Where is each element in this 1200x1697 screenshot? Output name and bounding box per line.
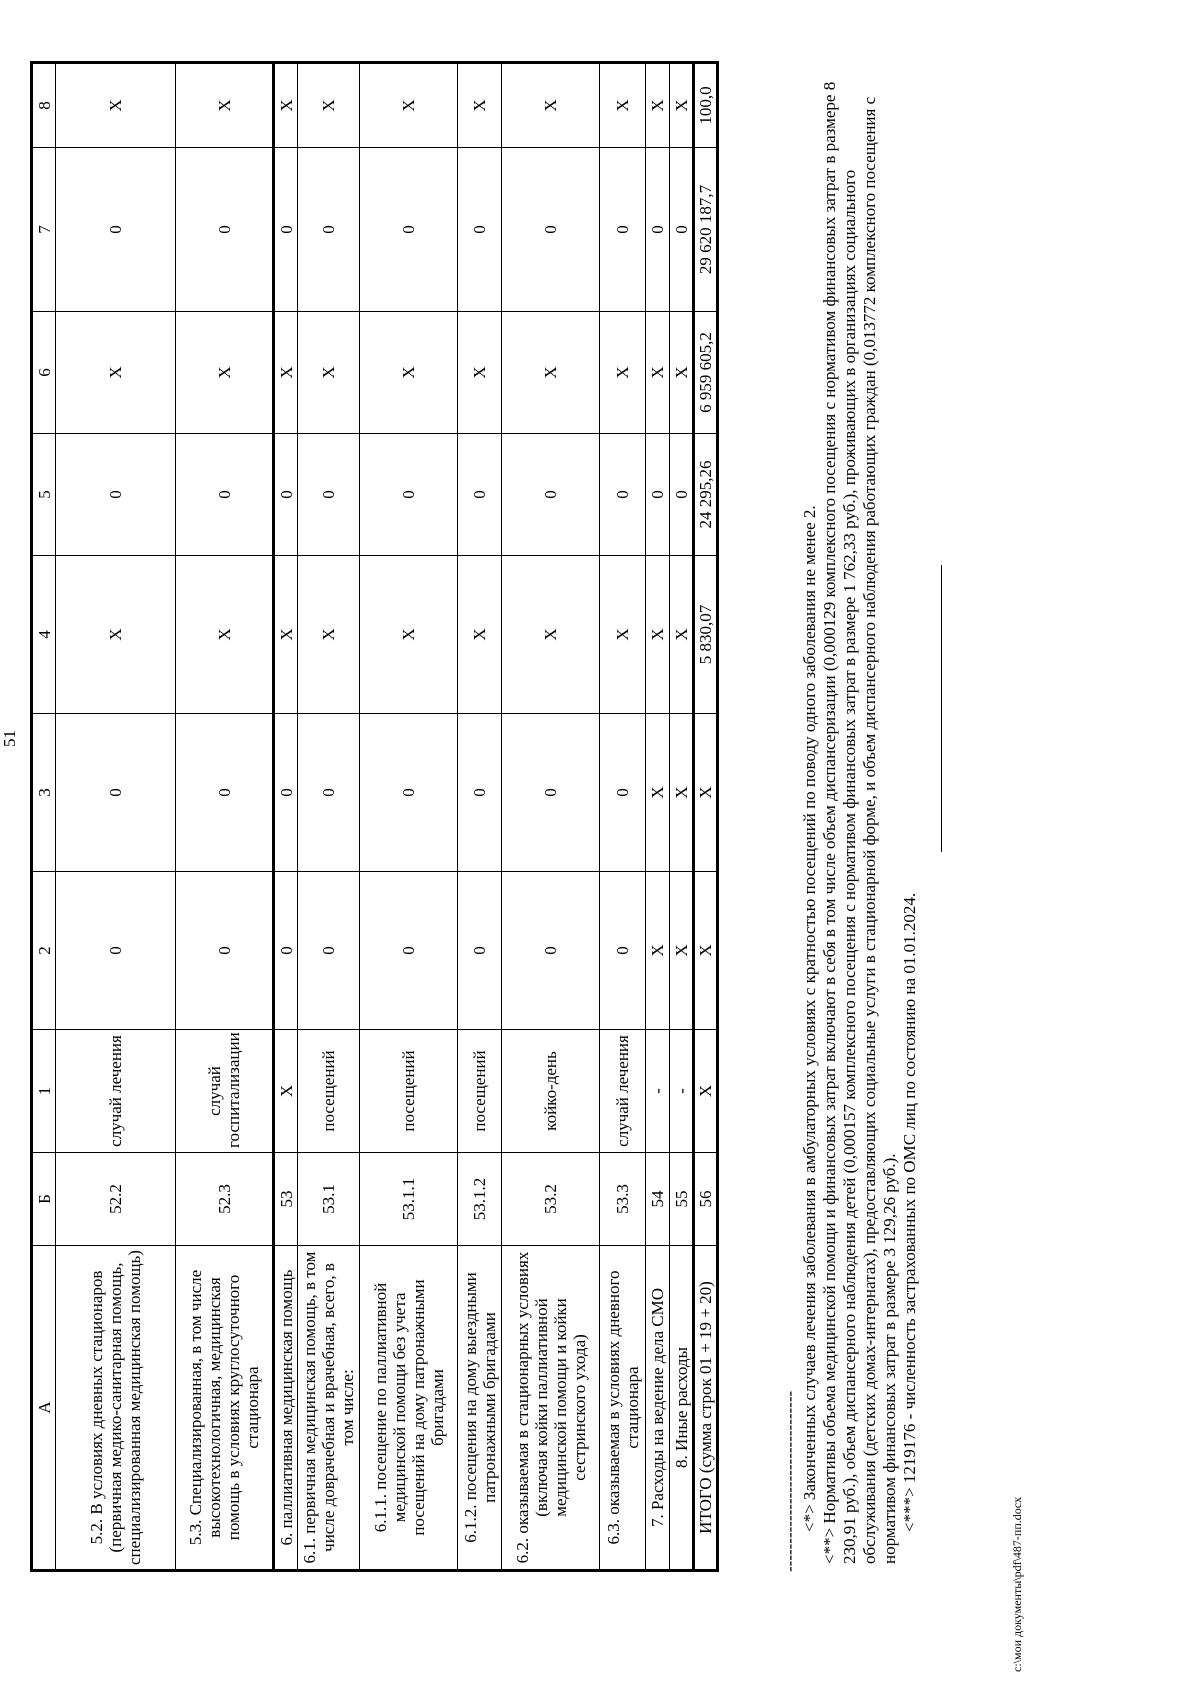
file-path: c:\мои документы\pdf\487-пп.docx (1010, 1496, 1024, 1672)
row-label-cell: 6.1.1. посещение по паллиативной медицинской помощи без учета посещений на дому патронажными бригадами (360, 1246, 458, 1571)
table-row (56, 63, 176, 1571)
row-label-cell: 6.1. первичная медицинская помощь, в том числе доврачебная и врачебная, всего, в том числе: (298, 1246, 360, 1571)
table-cell: X (274, 556, 298, 714)
row-label-cell: 5.2. В условиях дневных стационаров (первичная медико-санитарная помощь, специализированная медицинская помощь) (56, 1246, 176, 1571)
table-cell: 0 (646, 434, 670, 556)
table-cell: 56 (694, 1153, 718, 1246)
table-cell: - (646, 1030, 670, 1153)
table-row (670, 63, 694, 1571)
table-cell: X (670, 312, 694, 434)
table-cell: 0 (502, 714, 600, 872)
table-cell: X (694, 872, 718, 1030)
row-label-cell: 6.3. оказываемая в условиях дневного стационара (600, 1246, 646, 1571)
table-cell: 0 (56, 872, 176, 1030)
table-cell: 0 (176, 148, 274, 312)
table-cell: 0 (670, 148, 694, 312)
table-cell: 0 (274, 148, 298, 312)
table-cell: 0 (56, 434, 176, 556)
table-row (176, 63, 274, 1571)
table-cell: койко-день (502, 1030, 600, 1153)
table-cell: 0 (274, 714, 298, 872)
table-cell: 0 (360, 148, 458, 312)
table-cell: 0 (176, 434, 274, 556)
table-cell: X (600, 63, 646, 148)
table-cell: 0 (458, 148, 502, 312)
row-label-cell: 6.1.2. посещения на дому выездными патронажными бригадами (458, 1246, 502, 1571)
header-cell: Б (32, 1153, 56, 1246)
table-cell: 0 (56, 148, 176, 312)
table-row (502, 63, 600, 1571)
table-cell: X (670, 872, 694, 1030)
table-cell: X (274, 312, 298, 434)
header-row (32, 63, 56, 1571)
table-cell: 5 830,07 (694, 556, 718, 714)
table-cell: X (502, 312, 600, 434)
table-cell: 0 (502, 148, 600, 312)
table-cell: X (670, 63, 694, 148)
table-cell: X (600, 556, 646, 714)
table-cell: X (646, 312, 670, 434)
table-cell: случай лечения (600, 1030, 646, 1153)
table-cell: 0 (600, 148, 646, 312)
table-cell: 0 (502, 872, 600, 1030)
page-number: 51 (0, 730, 19, 747)
table-cell: 29 620 187,7 (694, 148, 718, 312)
table-cell: 0 (458, 872, 502, 1030)
separator-rule (941, 565, 942, 852)
table-cell: X (458, 312, 502, 434)
header-cell: 3 (32, 714, 56, 872)
table-cell: 0 (56, 714, 176, 872)
table-cell: случай госпитализации (176, 1030, 274, 1153)
table-cell: 53.1 (298, 1153, 360, 1246)
table-cell: - (670, 1030, 694, 1153)
footnote-separator: -------------------------------- (780, 1390, 799, 1572)
table-cell: X (646, 872, 670, 1030)
table-cell: X (56, 312, 176, 434)
row-label-cell: 6. паллиативная медицинская помощь (274, 1246, 298, 1571)
table-cell: X (646, 714, 670, 872)
row-label-cell: 8. Иные расходы (670, 1246, 694, 1571)
table-cell: 0 (274, 434, 298, 556)
table-cell: 0 (298, 148, 360, 312)
table-cell: X (360, 556, 458, 714)
table-cell: X (502, 63, 600, 148)
header-cell: 1 (32, 1030, 56, 1153)
table-cell: 0 (646, 148, 670, 312)
footnote-3: <***> 1219176 - численность застрахованных по ОМС лиц по состоянию на 01.01.2024. (900, 892, 919, 1532)
table-cell: 100,0 (694, 63, 718, 148)
table-cell: 24 295,26 (694, 434, 718, 556)
table-cell: 52.3 (176, 1153, 274, 1246)
table-cell: X (458, 556, 502, 714)
table-cell: 55 (670, 1153, 694, 1246)
table-cell: X (274, 63, 298, 148)
table-cell: X (600, 312, 646, 434)
row-label-cell: 6.2. оказываемая в стационарных условиях (включая койки паллиативной медицинской помощи и койки сестринского ухода) (502, 1246, 600, 1571)
table-cell: 0 (360, 872, 458, 1030)
header-cell: 4 (32, 556, 56, 714)
table-cell: 0 (298, 872, 360, 1030)
table-row (298, 63, 360, 1571)
header-cell: 2 (32, 872, 56, 1030)
table-cell: 0 (458, 714, 502, 872)
table-cell: 53.3 (600, 1153, 646, 1246)
table-cell: посещений (458, 1030, 502, 1153)
table-cell: 0 (176, 872, 274, 1030)
footnote-2: <**> Нормативы объема медицинской помощи и финансовых затрат включают в себя в том числе объем диспансеризации (0,000129 комплексного посещения с нормативом финансовых затрат в размере 8 230,91 руб.), объем диспансерного наблюдения детей (0,000157 комплексного посещения с нормативом финансовых затрат в размере 1 762,33 руб.), проживающих в организациях социального обслуживания (детских домах-интернатах), предоставляющих социальные услуги в стационарной форме, и объем диспансерного наблюдения работающих граждан (0,013772 комплексного посещения с нормативом финансовых затрат в размере 3 129,26 руб.). (820, 81, 899, 1564)
table-cell: 53 (274, 1153, 298, 1246)
table-cell: 53.2 (502, 1153, 600, 1246)
table-cell: случай лечения (56, 1030, 176, 1153)
table-cell: посещений (298, 1030, 360, 1153)
table-cell: X (670, 714, 694, 872)
table-row (458, 63, 502, 1571)
table-cell: X (176, 63, 274, 148)
table-cell: X (176, 556, 274, 714)
table-cell: 0 (298, 714, 360, 872)
table-cell: 0 (298, 434, 360, 556)
header-cell: 5 (32, 434, 56, 556)
table-cell: 0 (600, 872, 646, 1030)
table-cell: X (298, 556, 360, 714)
header-cell: А (32, 1246, 56, 1571)
table-cell: X (298, 312, 360, 434)
financing-table (30, 61, 719, 1572)
header-cell: 8 (32, 63, 56, 148)
table-row (600, 63, 646, 1571)
row-label-cell: ИТОГО (сумма строк 01 + 19 + 20) (694, 1246, 718, 1571)
table-row (646, 63, 670, 1571)
footnote-1: <*> Законченных случаев лечения заболевания в амбулаторных условиях с кратностью посещений по поводу одного заболевания не менее 2. (800, 505, 819, 1532)
table-cell: X (694, 1030, 718, 1153)
table-cell: X (56, 63, 176, 148)
table-row (274, 63, 298, 1571)
table-cell: 52.2 (56, 1153, 176, 1246)
row-label-cell: 5.3. Специализированная, в том числе высокотехнологичная, медицинская помощь в условиях круглосуточного стационара (176, 1246, 274, 1571)
table-cell: 0 (274, 872, 298, 1030)
table-cell: X (458, 63, 502, 148)
table-cell: 0 (458, 434, 502, 556)
table-cell: X (274, 1030, 298, 1153)
table-cell: X (360, 312, 458, 434)
table-row (694, 63, 718, 1571)
header-cell: 6 (32, 312, 56, 434)
table-cell: 0 (360, 714, 458, 872)
table-cell: X (670, 556, 694, 714)
table-cell: 53.1.1 (360, 1153, 458, 1246)
row-label-cell: 7. Расходы на ведение дела СМО (646, 1246, 670, 1571)
table-cell: X (502, 556, 600, 714)
table-cell: X (176, 312, 274, 434)
table-cell: X (646, 556, 670, 714)
table-cell: 0 (176, 714, 274, 872)
table-cell: 53.1.2 (458, 1153, 502, 1246)
header-cell: 7 (32, 148, 56, 312)
table-cell: 0 (600, 434, 646, 556)
table-cell: X (298, 63, 360, 148)
table-cell: посещений (360, 1030, 458, 1153)
table-cell: X (360, 63, 458, 148)
table-cell: X (56, 556, 176, 714)
table-cell: X (694, 714, 718, 872)
table-cell: 6 959 605,2 (694, 312, 718, 434)
table-cell: X (646, 63, 670, 148)
table-cell: 0 (600, 714, 646, 872)
table-cell: 0 (670, 434, 694, 556)
footnotes (780, 64, 920, 1572)
table-cell: 0 (502, 434, 600, 556)
table-cell: 0 (360, 434, 458, 556)
table-cell: 54 (646, 1153, 670, 1246)
table-row (360, 63, 458, 1571)
